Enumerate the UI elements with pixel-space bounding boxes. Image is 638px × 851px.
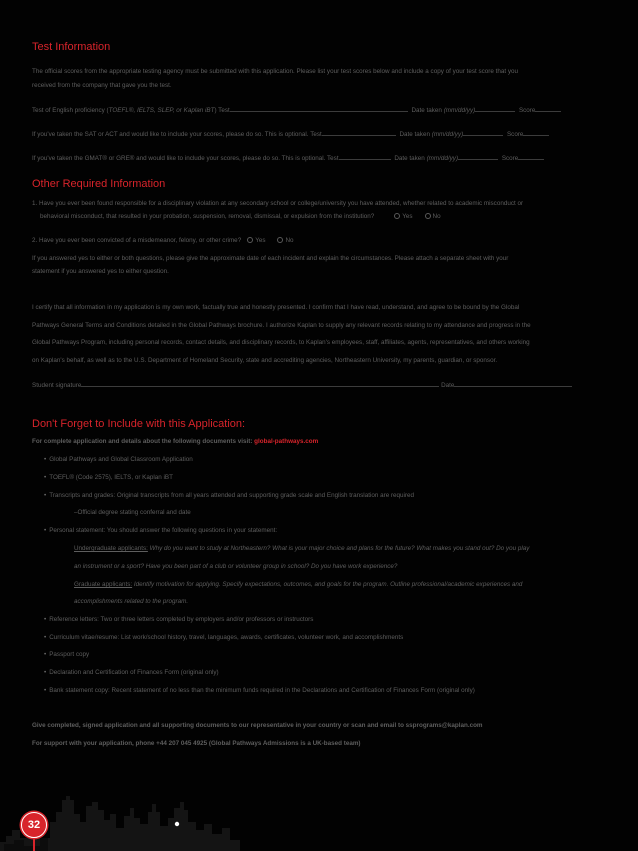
signature-label: Student signature bbox=[32, 382, 82, 389]
list-subitem-degree: –Official degree stating conferral and date bbox=[74, 509, 191, 516]
submit-instructions: Give completed, signed application and all supporting documents to our representative in your country or scan and email to ssprograms@kaplan.com bbox=[32, 722, 483, 729]
question-2-line bbox=[32, 237, 294, 244]
list-item-statement: • Personal statement: You should answer the following questions in your statement: bbox=[44, 527, 277, 534]
grad-text-2: accomplishments related to the program. bbox=[74, 598, 189, 605]
english-test-names: TOEFL®, IELTS, SLEP, or Kaplan iBT bbox=[108, 107, 215, 114]
list-item-bank: • Bank statement copy: Recent statement of no less than the minimum funds required in the Declarations and Certification of Finances Form (original only) bbox=[44, 687, 475, 694]
signature-row bbox=[32, 380, 572, 389]
certify-line3: Global Pathways Program, including personal records, contact details, and disciplinary records, to Kaplan's employees, staff, affiliates, agents, representatives, and others working bbox=[32, 339, 530, 346]
test-info-intro-line2: received from the company that gave you the test. bbox=[32, 82, 172, 89]
test-info-heading: Test Information bbox=[32, 41, 111, 53]
gmat-score-label: Score bbox=[501, 155, 519, 162]
english-test-row bbox=[32, 105, 561, 114]
q1-yes-radio[interactable] bbox=[394, 213, 400, 219]
gmat-date-field[interactable] bbox=[458, 153, 498, 160]
signature-date-field[interactable] bbox=[454, 380, 572, 387]
sat-act-test-field[interactable] bbox=[322, 129, 396, 136]
english-date-label: Date taken bbox=[411, 107, 442, 114]
list-item-transcripts: • Transcripts and grades: Original transcripts from all years attended and supporting grade scale and English translation are required bbox=[44, 492, 414, 499]
list-item-cv: • Curriculum vitae/resume: List work/school history, travel, languages, awards, certificates, volunteer work, and accomplishments bbox=[44, 634, 403, 641]
q2-yes-label: Yes bbox=[255, 237, 266, 244]
sat-act-text: If you've taken the SAT or ACT and would like to include your scores, please do so. This is optional. Test bbox=[32, 131, 322, 138]
gmat-gre-row bbox=[32, 153, 544, 162]
explain-line2: statement if you answered yes to either question. bbox=[32, 268, 169, 275]
english-date-format: (mm/dd/yy) bbox=[443, 107, 476, 114]
grad-label: Graduate applicants: bbox=[74, 581, 133, 588]
grad-line2 bbox=[74, 598, 188, 605]
gmat-date-format: (mm/dd/yy) bbox=[426, 155, 459, 162]
undergrad-text-2: an instrument or a sport? Have you been part of a club or volunteer group in school? Do you have work experience? bbox=[74, 563, 398, 570]
checklist-intro-text: For complete application and details about the following documents visit: bbox=[32, 438, 253, 445]
english-test-suffix: ) Test bbox=[214, 107, 230, 114]
date-label: Date bbox=[441, 382, 455, 389]
checklist-heading: Don't Forget to Include with this Application: bbox=[32, 418, 246, 430]
explain-line1: If you answered yes to either or both questions, please give the approximate date of each incident and explain the circumstances. Please attach a separate sheet with your bbox=[32, 255, 509, 262]
english-test-prefix: Test of English proficiency ( bbox=[32, 107, 109, 114]
sat-act-row bbox=[32, 129, 549, 138]
other-info-heading: Other Required Information bbox=[32, 178, 166, 190]
sat-date-format: (mm/dd/yy) bbox=[431, 131, 464, 138]
sat-score-field[interactable] bbox=[523, 129, 549, 136]
undergrad-line2 bbox=[74, 563, 397, 570]
question-1-text: behavioral misconduct, that resulted in your probation, suspension, removal, dismissal, or expulsion from the institution? bbox=[40, 213, 375, 220]
signature-field[interactable] bbox=[81, 380, 439, 387]
certify-line1: I certify that all information in my application is my own work, factually true and honestly presented. I confirm that I have read, understand, and agree to be bound by the Global bbox=[32, 304, 520, 311]
list-item-application: • Global Pathways and Global Classroom Application bbox=[44, 456, 193, 463]
english-date-field[interactable] bbox=[475, 105, 515, 112]
question-2-text: 2. Have you ever been convicted of a misdemeanor, felony, or other crime? bbox=[32, 237, 242, 244]
question-1-line2 bbox=[40, 213, 441, 220]
sat-date-field[interactable] bbox=[463, 129, 503, 136]
q1-no-label: No bbox=[432, 213, 441, 220]
question-1-line1: 1. Have you ever been found responsible for a disciplinary violation at any secondary school or college/university you have attended, whether related to academic misconduct or bbox=[32, 200, 524, 207]
sat-date-label: Date taken bbox=[399, 131, 430, 138]
grad-text-1: Identify motivation for applying. Specify expectations, outcomes, and goals for the program. Outline professional/academic experiences and bbox=[132, 581, 523, 588]
list-item-passport: • Passport copy bbox=[44, 651, 89, 658]
list-item-references: • Reference letters: Two or three letters completed by employers and/or professors or instructors bbox=[44, 616, 313, 623]
support-phone: For support with your application, phone +44 207 045 4925 (Global Pathways Admissions is a UK-based team) bbox=[32, 740, 361, 747]
certify-line2: Pathways General Terms and Conditions detailed in the Global Pathways brochure. I authorize Kaplan to supply any relevant records relating to my attendance and progress in the bbox=[32, 322, 531, 329]
english-score-label: Score bbox=[518, 107, 536, 114]
q2-no-label: No bbox=[285, 237, 294, 244]
undergrad-line1 bbox=[74, 545, 529, 552]
undergrad-text-1: Why do you want to study at Northeastern? What is your major choice and plans for the future? What makes you stand out? Do you play bbox=[147, 545, 530, 552]
checklist-url-link[interactable]: global-pathways.com bbox=[254, 438, 319, 445]
english-score-field[interactable] bbox=[535, 105, 561, 112]
gmat-date-label: Date taken bbox=[394, 155, 425, 162]
q2-yes-radio[interactable] bbox=[247, 237, 253, 243]
q1-no-radio[interactable] bbox=[425, 213, 431, 219]
gmat-score-field[interactable] bbox=[518, 153, 544, 160]
gmat-gre-text: If you've taken the GMAT® or GRE® and would like to include your scores, please do so. This is optional. Test bbox=[32, 155, 339, 162]
undergrad-label: Undergraduate applicants: bbox=[74, 545, 148, 552]
sat-score-label: Score bbox=[506, 131, 524, 138]
certify-line4: on Kaplan's behalf, as well as to the U.S. Department of Homeland Security, state and accrediting agencies, Northeastern University, my parents, guardian, or sponsor. bbox=[32, 357, 498, 364]
grad-line1 bbox=[74, 581, 522, 588]
checklist-intro bbox=[32, 438, 318, 445]
list-item-declaration: • Declaration and Certification of Finances Form (original only) bbox=[44, 669, 219, 676]
test-info-intro-line1: The official scores from the appropriate testing agency must be submitted with this application. Please list your test scores below and include a copy of your test score that you bbox=[32, 68, 519, 75]
page-number-badge: 32 bbox=[21, 812, 47, 838]
q2-no-radio[interactable] bbox=[277, 237, 283, 243]
english-test-field[interactable] bbox=[230, 105, 408, 112]
list-item-toefl: • TOEFL® (Code 2575), IELTS, or Kaplan iBT bbox=[44, 474, 173, 481]
gmat-gre-test-field[interactable] bbox=[339, 153, 391, 160]
page-marker-stem bbox=[33, 838, 35, 851]
q1-yes-label: Yes bbox=[402, 213, 413, 220]
